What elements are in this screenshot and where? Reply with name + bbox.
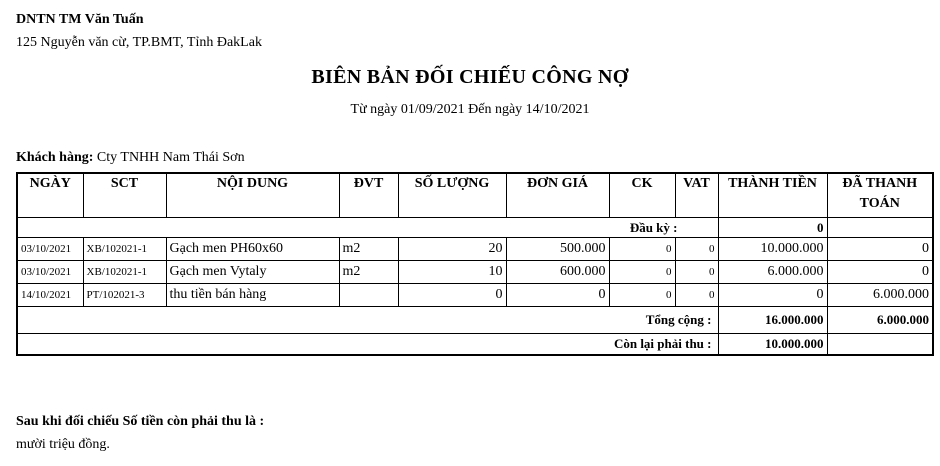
summary-amount-words: mười triệu đồng. <box>16 437 110 452</box>
company-name: DNTN TM Văn Tuấn <box>16 12 144 27</box>
row-date: 03/10/2021 <box>17 238 83 261</box>
row-paid: 0 <box>827 261 933 284</box>
table-row <box>17 238 933 261</box>
col-header-date: NGÀY <box>17 173 83 218</box>
customer-name: Cty TNHH Nam Thái Sơn <box>96 150 245 165</box>
row-ck: 0 <box>609 284 675 307</box>
opening-label: Đầu kỳ : <box>17 218 718 238</box>
row-amount: 0 <box>718 284 827 307</box>
row-qty: 0 <box>398 284 506 307</box>
col-header-price: ĐƠN GIÁ <box>506 173 609 218</box>
row-sct: XB/102021-1 <box>83 238 166 261</box>
row-unit: m2 <box>339 261 398 284</box>
row-price: 500.000 <box>506 238 609 261</box>
row-vat: 0 <box>675 284 718 307</box>
row-vat: 0 <box>675 261 718 284</box>
col-header-ck: CK <box>609 173 675 218</box>
col-header-unit: ĐVT <box>339 173 398 218</box>
row-content: Gạch men PH60x60 <box>166 238 339 261</box>
row-paid: 0 <box>827 238 933 261</box>
remaining-value: 10.000.000 <box>718 334 827 356</box>
summary-label: Sau khi đối chiếu Số tiền còn phải thu là : <box>16 414 265 429</box>
row-amount: 6.000.000 <box>718 261 827 284</box>
row-ck: 0 <box>609 238 675 261</box>
company-address: 125 Nguyễn văn cừ, TP.BMT, Tỉnh ĐakLak <box>16 35 262 50</box>
row-paid: 6.000.000 <box>827 284 933 307</box>
col-header-amount: THÀNH TIỀN <box>718 173 827 218</box>
reconciliation-table <box>16 172 934 356</box>
opening-value: 0 <box>718 218 827 238</box>
table-row <box>17 261 933 284</box>
col-header-content: NỘI DUNG <box>166 173 339 218</box>
total-paid: 6.000.000 <box>827 307 933 334</box>
customer-label: Khách hàng: <box>16 150 94 165</box>
row-price: 0 <box>506 284 609 307</box>
row-qty: 20 <box>398 238 506 261</box>
col-header-vat: VAT <box>675 173 718 218</box>
total-row <box>17 307 933 334</box>
row-content: Gạch men Vytaly <box>166 261 339 284</box>
col-header-qty: SỐ LƯỢNG <box>398 173 506 218</box>
total-label: Tổng cộng : <box>17 307 718 334</box>
row-amount: 10.000.000 <box>718 238 827 261</box>
document-period: Từ ngày 01/09/2021 Đến ngày 14/10/2021 <box>350 102 590 117</box>
col-header-paid: ĐÃ THANH TOÁN <box>827 173 933 218</box>
row-qty: 10 <box>398 261 506 284</box>
table-header-row <box>17 173 933 218</box>
row-sct: XB/102021-1 <box>83 261 166 284</box>
opening-paid-empty <box>827 218 933 238</box>
remaining-label: Còn lại phải thu : <box>17 334 718 356</box>
row-ck: 0 <box>609 261 675 284</box>
opening-balance-row <box>17 218 933 238</box>
row-sct: PT/102021-3 <box>83 284 166 307</box>
row-date: 03/10/2021 <box>17 261 83 284</box>
row-unit: m2 <box>339 238 398 261</box>
total-amount: 16.000.000 <box>718 307 827 334</box>
remaining-empty <box>827 334 933 356</box>
row-content: thu tiền bán hàng <box>166 284 339 307</box>
row-price: 600.000 <box>506 261 609 284</box>
table-row <box>17 284 933 307</box>
row-unit <box>339 284 398 307</box>
document-title: BIÊN BẢN ĐỐI CHIẾU CÔNG NỢ <box>311 66 629 88</box>
customer-line <box>16 150 245 166</box>
remaining-row <box>17 334 933 356</box>
col-header-sct: SCT <box>83 173 166 218</box>
row-vat: 0 <box>675 238 718 261</box>
row-date: 14/10/2021 <box>17 284 83 307</box>
